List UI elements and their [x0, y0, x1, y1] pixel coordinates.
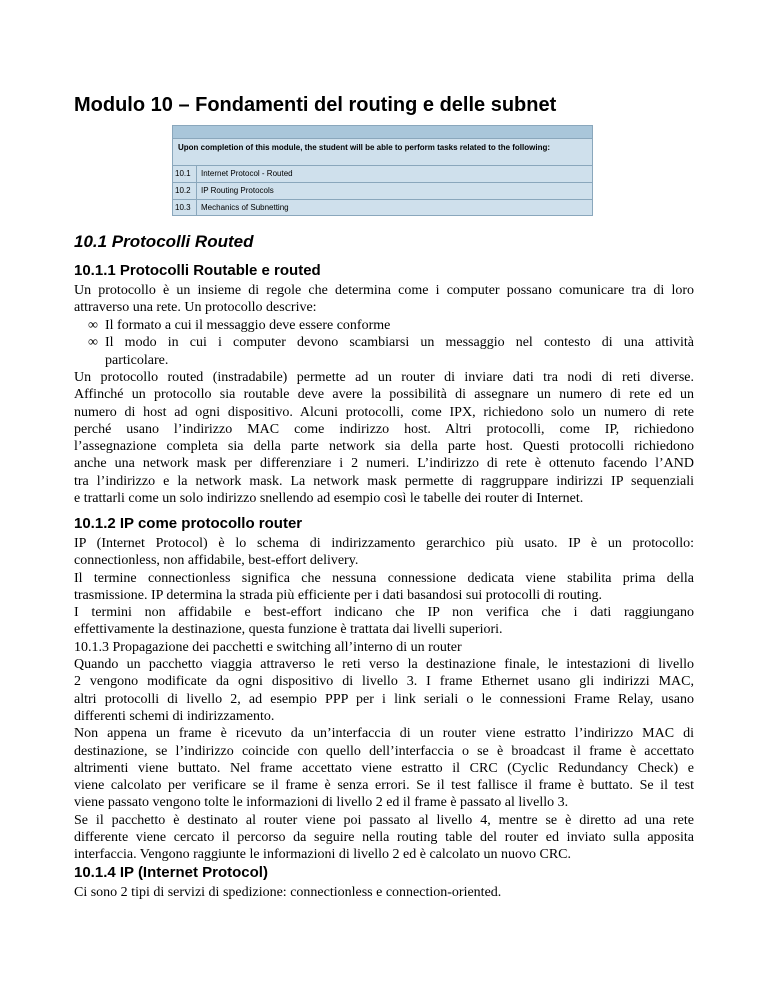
text-line: effettivamente la destinazione, questa funzione è trattata dai livelli superiori.	[74, 622, 503, 638]
objectives-header-band	[173, 126, 592, 139]
objective-number: 10.3	[173, 200, 197, 216]
objective-row	[173, 199, 592, 216]
text-line: l’assegnazione completa sia della parte network sia della parte host. Questi protocolli richiedono	[74, 439, 694, 455]
text-line: I termini non affidabile e best-effort indicano che IP non verifica che i dati raggiungano	[74, 605, 694, 621]
ip-router-paragraphs	[74, 535, 694, 864]
objective-number: 10.1	[173, 166, 197, 182]
text-line: trasmissione. IP determina la strada più efficiente per i dati basandosi sui protocolli di routing.	[74, 587, 602, 603]
text-line: 2 vengono modificate da ogni dispositivo di livello 3. I frame Ethernet usano gli indirizzi MAC,	[74, 674, 694, 690]
text-line: connectionless, non affidabile, best-effort delivery.	[74, 553, 359, 569]
text-line: destinazione, se l’indirizzo coincide con quello dell’interfaccia o se è broadcast il frame è accettato	[74, 743, 694, 759]
text-line: interfaccia. Vengono raggiunte le informazioni di livello 2 ed è calcolato un nuovo CRC.	[74, 847, 571, 863]
text-line: Il modo in cui i computer devono scambiarsi un messaggio nel contesto di una attività	[105, 335, 694, 351]
list-item	[74, 317, 694, 334]
text-line: attraverso una rete. Un protocollo descrive:	[74, 300, 317, 316]
objectives-intro: Upon completion of this module, the student will be able to perform tasks related to the following:	[178, 143, 551, 152]
objective-label: IP Routing Protocols	[201, 186, 274, 195]
text-line: perché usano l’indirizzo MAC come indirizzo host. Altri protocolli, come IP, richiedono	[74, 421, 694, 437]
text-line: e trattarli come un solo indirizzo snellendo ad esempio così le tabelle dei router di Internet.	[74, 491, 584, 507]
text-line: altri protocolli di livello 2, ad esempio PPP per i link seriali o le connessioni Frame Relay, usano	[74, 691, 694, 707]
delivery-services-text: Ci sono 2 tipi di servizi di spedizione: connectionless e connection-oriented.	[74, 885, 502, 900]
text-line: viene calcolato per verificare se il frame è senza errori. Se il test fallisce il frame è buttato. Se il test	[74, 778, 694, 794]
objective-label: Mechanics of Subnetting	[201, 203, 289, 212]
text-line: Affinché un protocollo sia routable deve avere la possibilità di assegnare un numero di rete ed un	[74, 387, 694, 403]
list-item-text: Il formato a cui il messaggio deve essere conforme	[105, 318, 391, 333]
routed-protocol-paragraph	[74, 369, 694, 507]
subsection-heading-10-1-1: 10.1.1 Protocolli Routable e routed	[74, 262, 321, 279]
text-line: viene passato vengono tolte le informazioni di livello 2 ed il frame è passato al livello 3.	[74, 795, 569, 811]
objective-label: Internet Protocol - Routed	[201, 169, 293, 178]
subsection-heading-10-1-4: 10.1.4 IP (Internet Protocol)	[74, 864, 268, 881]
text-line: IP (Internet Protocol) è lo schema di indirizzamento gerarchico più usato. IP è un protocollo:	[74, 536, 694, 551]
text-line: altrimenti viene buttato. Nel frame accettato viene estratto il CRC (Cyclic Redundancy Check) e	[74, 760, 694, 776]
page-title: Modulo 10 – Fondamenti del routing e delle subnet	[74, 94, 557, 116]
text-line: 10.1.3 Propagazione dei pacchetti e switching all’interno di un router	[74, 639, 462, 655]
subsection-heading-10-1-2: 10.1.2 IP come protocollo router	[74, 515, 303, 532]
text-line: Se il pacchetto è destinato al router viene poi passato al livello 4, mentre se è diretto ad una rete	[74, 812, 694, 828]
text-line: Un protocollo routed (instradabile) permette ad un router di inviare dati tra nodi di reti diverse.	[74, 370, 694, 385]
protocol-bullet-list	[74, 317, 694, 369]
bullet-symbol: ∞	[88, 318, 98, 333]
objective-row	[173, 165, 592, 182]
text-line: differente viene cercato il percorso da seguire nella routing table del router ed inviato sulla apposita	[74, 830, 694, 846]
text-line: anche una network mask per differenziare i 2 numeri. L’indirizzo di rete è ottenuto facendo l’AND	[74, 456, 694, 472]
list-item	[74, 334, 694, 369]
bullet-symbol: ∞	[88, 335, 98, 351]
protocol-intro-paragraph	[74, 282, 694, 317]
text-line: tra l’indirizzo e la network mask. La network mask permette di raggruppare indirizzi IP sequenziali	[74, 473, 694, 489]
text-line: particolare.	[105, 352, 169, 368]
text-line: Il termine connectionless significa che nessuna connessione dedicata viene stabilita prima della	[74, 570, 694, 586]
text-line: Quando un pacchetto viaggia attraverso le reti verso la destinazione finale, le intestazioni di livello	[74, 657, 694, 673]
list-item-text	[105, 334, 694, 369]
text-line: numero di host ad ogni dispositivo. Alcuni protocolli, come IPX, richiedono solo un numero di rete	[74, 404, 694, 420]
text-line: differenti schemi di indirizzamento.	[74, 708, 275, 724]
objective-number: 10.2	[173, 183, 197, 199]
section-heading-10-1: 10.1 Protocolli Routed	[74, 232, 254, 251]
objective-row	[173, 182, 592, 199]
module-objectives-box	[172, 125, 593, 216]
text-line: Un protocollo è un insieme di regole che determina come i computer possano comunicare tra di loro	[74, 283, 694, 298]
text-line: Non appena un frame è ricevuto da un’interfaccia di un router viene estratto l’indirizzo MAC di	[74, 726, 694, 742]
